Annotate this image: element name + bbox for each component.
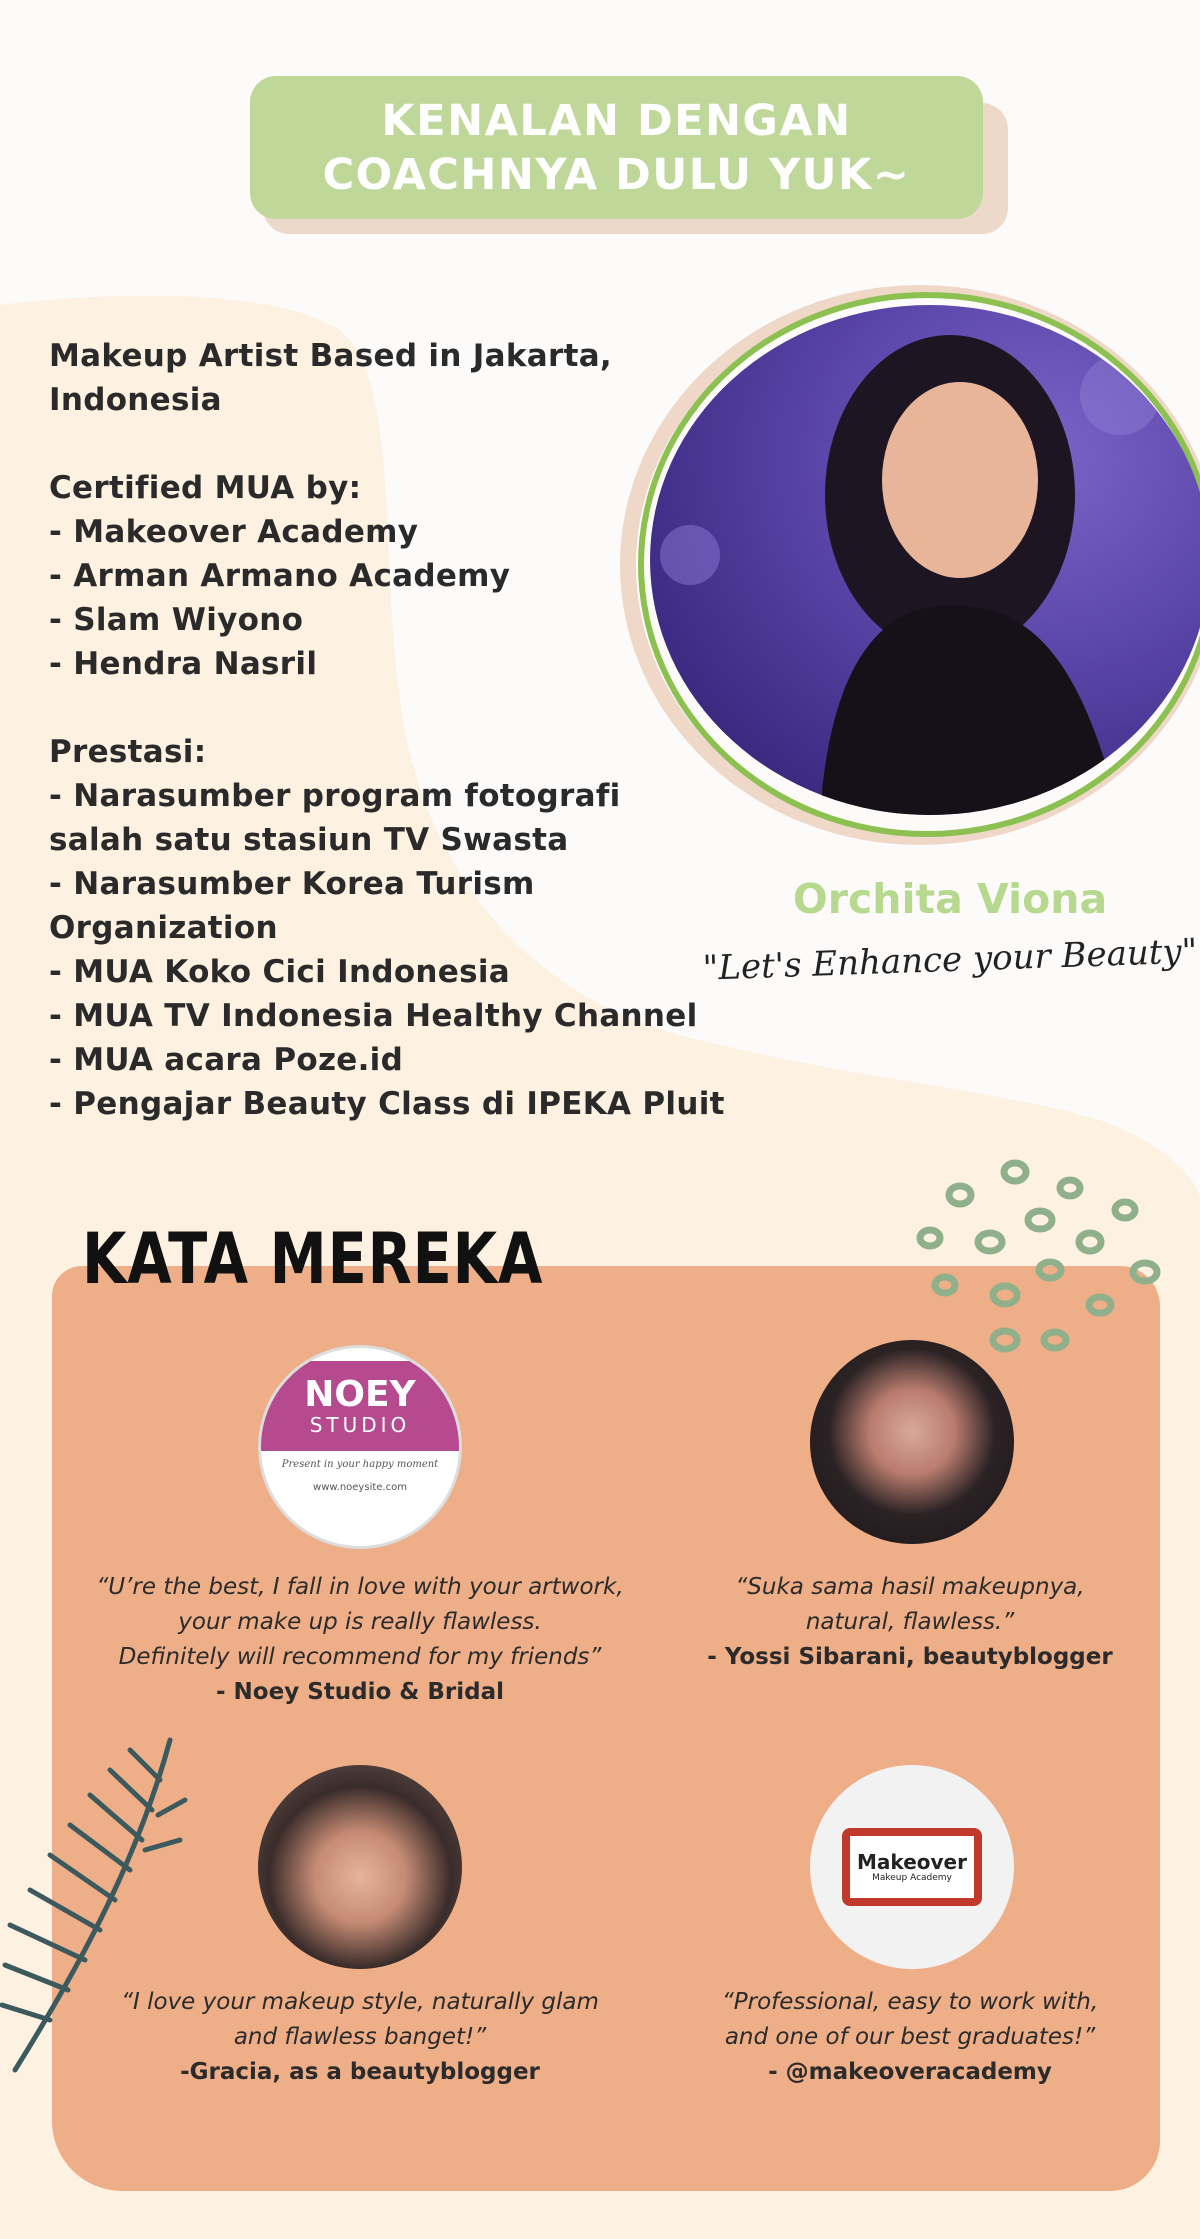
quote-author: - Noey Studio & Bridal: [216, 1679, 504, 1705]
dot-ring: [1060, 1180, 1080, 1196]
testimonial-quote: [640, 1985, 1180, 2090]
bio-line: - Arman Armano Academy: [49, 558, 511, 594]
dot-ring: [920, 1230, 940, 1246]
dot-ring: [1089, 1297, 1111, 1313]
noey-logo-site: www.noeysite.com: [313, 1482, 407, 1493]
makeover-logo-small: Makeup Academy: [872, 1872, 952, 1883]
bio-line: - Makeover Academy: [49, 514, 419, 550]
fern-frond: [5, 1965, 68, 1990]
fern-frond: [10, 1925, 85, 1960]
bio-line: - MUA acara Poze.id: [49, 1042, 404, 1078]
fern-frond: [158, 1800, 185, 1815]
quote-line: natural, flawless.”: [805, 1609, 1015, 1635]
coach-photo: [650, 305, 1200, 815]
bio-line: - Hendra Nasril: [49, 646, 318, 682]
coach-tagline: "Let's Enhance your Beauty": [702, 931, 1198, 989]
quote-line: and flawless banget!”: [233, 2024, 487, 2050]
quote-line: Definitely will recommend for my friends”: [118, 1644, 602, 1670]
fern-frond: [2, 2005, 50, 2020]
fern-frond: [30, 1890, 100, 1930]
bio-line: - Slam Wiyono: [49, 602, 304, 638]
bio-line: Indonesia: [49, 382, 222, 418]
gracia-avatar: [258, 1765, 462, 1969]
fern-frond: [90, 1795, 142, 1840]
bio-line: Makeup Artist Based in Jakarta,: [49, 338, 613, 374]
bio-line: - Narasumber Korea Turism: [49, 866, 535, 902]
dot-ring: [1079, 1233, 1101, 1251]
yossi-avatar: [810, 1340, 1014, 1544]
testimonials-title: KATA MEREKA: [82, 1218, 544, 1300]
fern-frond: [130, 1750, 160, 1780]
fern-frond: [110, 1770, 152, 1810]
header-banner: [250, 76, 983, 219]
fern-frond: [70, 1825, 130, 1870]
dot-ring: [978, 1233, 1002, 1251]
bio-line: - MUA TV Indonesia Healthy Channel: [49, 998, 698, 1034]
bio-line: - Pengajar Beauty Class di IPEKA Pluit: [49, 1086, 725, 1122]
bio-line: Organization: [49, 910, 278, 946]
quote-author: -Gracia, as a beautyblogger: [180, 2059, 540, 2085]
noey-logo-small: STUDIO: [309, 1413, 411, 1437]
dot-ring: [1028, 1211, 1052, 1229]
dot-ring: [949, 1186, 971, 1204]
noey-logo-tagline: Present in your happy moment: [281, 1459, 439, 1470]
noey-logo-band: [258, 1361, 462, 1451]
quote-author: - @makeoveracademy: [768, 2059, 1052, 2085]
quote-author: - Yossi Sibarani, beautyblogger: [707, 1644, 1113, 1670]
dot-ring: [935, 1277, 955, 1293]
dot-ring: [993, 1286, 1017, 1304]
fern-leaf-decoration: [0, 1730, 190, 2080]
dot-ring: [1115, 1202, 1135, 1218]
header-line-2: COACHNYA DULU YUK~: [322, 149, 911, 200]
quote-line: “Suka sama hasil makeupnya,: [735, 1574, 1085, 1600]
bio-line: Prestasi:: [49, 734, 207, 770]
fern-stem: [15, 1740, 170, 2070]
fern-frond: [50, 1855, 115, 1900]
decorative-dots: [910, 1150, 1170, 1370]
quote-line: and one of our best graduates!”: [724, 2024, 1096, 2050]
dot-ring: [1039, 1262, 1061, 1278]
fern-frond: [145, 1840, 180, 1850]
quote-line: “U’re the best, I fall in love with your artwork,: [96, 1574, 624, 1600]
bio-spacer: [49, 686, 769, 730]
makeover-logo-big: Makeover: [857, 1849, 967, 1874]
dot-ring: [1133, 1263, 1157, 1281]
dot-ring: [1044, 1332, 1066, 1348]
makeover-sign: [842, 1828, 982, 1906]
dot-ring: [1004, 1163, 1026, 1181]
bio-line: - Narasumber program fotografi: [49, 778, 621, 814]
noey-studio-logo: [258, 1345, 462, 1549]
bio-line: - MUA Koko Cici Indonesia: [49, 954, 511, 990]
bokeh-light-1: [660, 525, 720, 585]
header-line-1: KENALAN DENGAN: [381, 95, 852, 146]
bio-line: Certified MUA by:: [49, 470, 362, 506]
coach-name: Orchita Viona: [792, 875, 1108, 923]
dot-ring: [993, 1331, 1017, 1349]
quote-line: “Professional, easy to work with,: [721, 1989, 1099, 2015]
bio-line: salah satu stasiun TV Swasta: [49, 822, 569, 858]
coach-face: [882, 382, 1038, 578]
noey-logo-big: NOEY: [304, 1374, 416, 1415]
makeover-academy-logo: [810, 1765, 1014, 1969]
quote-line: your make up is really flawless.: [178, 1609, 542, 1635]
testimonial-quote: [50, 1570, 670, 1710]
quote-line: “I love your makeup style, naturally glam: [121, 1989, 599, 2015]
testimonial-quote: [640, 1570, 1180, 1675]
